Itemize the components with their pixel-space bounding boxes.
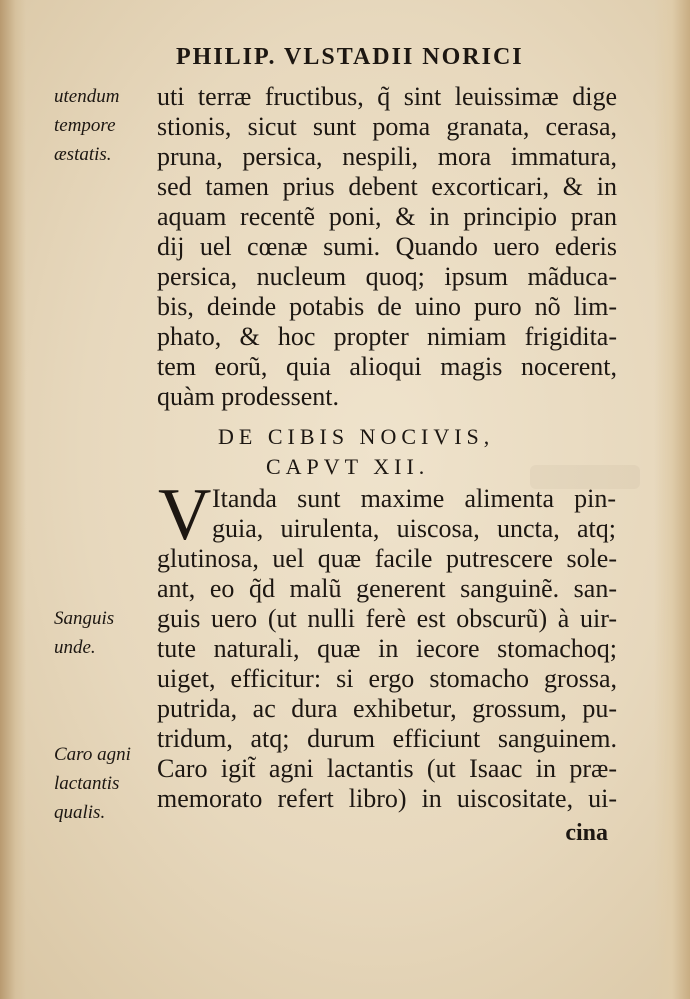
text-line: uiget, efficitur: si ergo stomacho grossa,: [157, 664, 617, 693]
text-line: tridum, atq; durum efficiunt sanguinem.: [157, 724, 617, 753]
margin-note-line: lactantis: [54, 773, 120, 794]
margin-note-caro: [54, 740, 154, 827]
text-line: persica, nucleum quoq; ipsum mãduca-: [157, 262, 617, 291]
running-title: PHILIP. VLSTADII NORICI: [176, 44, 524, 70]
text-line: phato, & hoc propter nimiam frigidita-: [157, 322, 617, 351]
text-line: tute naturali, quæ in iecore stomachoq;: [157, 634, 617, 663]
margin-note-line: tempore: [54, 115, 116, 136]
chapter-number: CAPVT XII.: [266, 454, 430, 479]
text-line: dij uel cœnæ sumi. Quando uero ederis: [157, 232, 617, 261]
text-line: sed tamen prius debent excorticari, & in: [157, 172, 617, 201]
margin-note-sanguis: [54, 604, 154, 662]
margin-note-line: unde.: [54, 637, 96, 658]
text-line: memorato refert libro) in uiscositate, ui-: [157, 784, 617, 813]
margin-note-line: qualis.: [54, 802, 106, 823]
text-line: putrida, ac dura exhibetur, grossum, pu-: [157, 694, 617, 723]
margin-note-line: Caro agni: [54, 744, 131, 765]
text-line: Itanda sunt maxime alimenta pin-: [212, 484, 616, 513]
page-right-edge: [654, 0, 690, 999]
text-line: pruna, persica, nespili, mora immatura,: [157, 142, 617, 171]
text-line-last: quàm prodessent.: [157, 382, 339, 411]
text-line: glutinosa, uel quæ facile putrescere sole-: [157, 544, 617, 573]
text-line: aquam recentẽ poni, & in principio pran: [157, 202, 617, 231]
margin-note-line: Sanguis: [54, 608, 115, 629]
text-line: ant, eo q̃d malũ generent sanguinẽ. san-: [157, 574, 617, 603]
text-line: guia, uirulenta, uiscosa, uncta, atq;: [212, 514, 616, 543]
catchword: cina: [565, 820, 608, 846]
margin-note-utendum: [54, 82, 154, 169]
margin-note-line: utendum: [54, 86, 120, 107]
text-line: uti terræ fructibus, q̃ sint leuissimæ dige: [157, 82, 617, 111]
text-line: guis uero (ut nulli ferè est obscurũ) à uir-: [157, 604, 617, 633]
chapter-heading: DE CIBIS NOCIVIS,: [218, 424, 495, 449]
text-line: tem eorũ, quia alioqui magis nocerent,: [157, 352, 617, 381]
page-left-edge: [0, 0, 26, 999]
text-line: stionis, sicut sunt poma granata, cerasa,: [157, 112, 617, 141]
margin-note-line: æstatis.: [54, 144, 112, 165]
text-line: bis, deinde potabis de uino puro nõ lim-: [157, 292, 617, 321]
text-line: Caro igit̃ agni lactantis (ut Isaac in præ-: [157, 754, 617, 783]
drop-cap: V: [158, 474, 212, 556]
